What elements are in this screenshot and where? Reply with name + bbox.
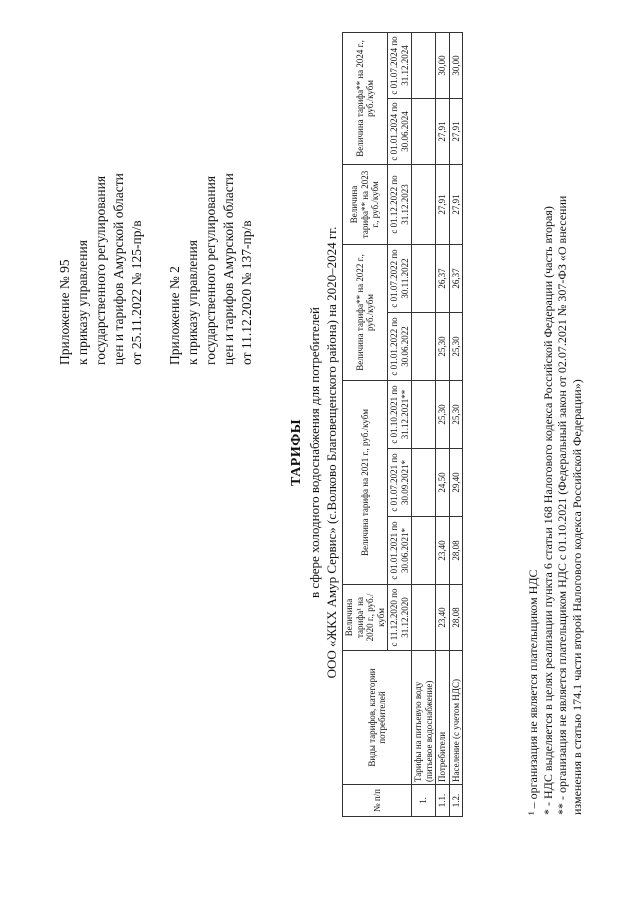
value-cell: 26,37 [436,244,450,312]
value-cell: 25,30 [436,312,450,380]
period-header: с 01.07.2022 по 30.11.2022 [388,244,412,312]
row-name: Потребители [436,651,450,785]
value-cell: 24,50 [436,449,450,517]
value-cell: 29,40 [449,449,463,517]
document-subtitle: в сфере холодного водоснабжения для потребителей [307,307,322,598]
row-name: Тарифы на питьевую воду (питьевое водоснабжение) [412,651,436,785]
table-row [449,32,463,816]
attachment-line: цен и тарифов Амурской области [221,173,236,365]
period-header: с 01.07.2024 по 31.12.2024 [388,32,412,98]
attachment-line: Приложение № 95 [57,259,72,365]
header-2023: Величина тарифа** на 2023 г., руб./кубм [343,164,388,244]
value-cell [412,517,436,585]
header-row-1 [343,32,388,816]
attachment-block-2 [166,45,256,365]
footnote: ** - организация не является плательщиком НДС с 01.10.2021 (Федеральный закон от 02.07.2021 № 307-ФЗ «О внесении [555,195,569,815]
value-cell [412,585,436,651]
period-header: с 01.01.2021 по 30.06.2021* [388,517,412,585]
value-cell: 27,91 [449,98,463,164]
value-cell: 26,37 [449,244,463,312]
value-cell: 30,00 [449,32,463,98]
title-block [288,0,340,905]
period-header: с 01.01.2024 по 30.06.2024 [388,98,412,164]
value-cell [412,164,436,244]
value-cell [412,380,436,448]
period-header: с 01.10.2021 по 31.12.2021** [388,380,412,448]
value-cell [412,449,436,517]
header-2022: Величина тарифа** на 2022 г., руб./кубм [343,244,388,380]
attachment-line: государственного регулирования [203,175,218,365]
value-cell [412,98,436,164]
period-header: с 01.12.2022 по 31.12.2023 [388,164,412,244]
tariffs-table [342,32,463,817]
header-2021: Величина тарифа на 2021 г., руб./кубм [343,380,388,584]
value-cell: 25,30 [436,380,450,448]
attachment-line: к приказу управления [185,240,200,365]
value-cell [412,244,436,312]
footnote: ¹ – организация не является плательщиком НДС [526,569,540,815]
value-cell: 25,30 [449,312,463,380]
value-cell: 27,91 [436,164,450,244]
period-header: с 11.12.2020 по 31.12.2020 [388,585,412,651]
header-2024: Величина тарифа** на 2024 г., руб./кубм [343,32,388,164]
attachment-line: от 11.12.2020 № 137-пр/в [239,220,254,365]
row-num: 1. [412,785,436,817]
row-name: Население (с учетом НДС) [449,651,463,785]
attachment-line: государственного регулирования [93,175,108,365]
attachment-block-95 [56,45,146,365]
attachment-line: цен и тарифов Амурской области [111,173,126,365]
value-cell: 25,30 [449,380,463,448]
header-num: № п/п [343,785,412,817]
period-header: с 01.01.2022 по 30.06.2022 [388,312,412,380]
table-row [412,32,436,816]
attachment-line: к приказу управления [75,240,90,365]
value-cell: 30,00 [436,32,450,98]
organization-line: ООО «ЖКХ Амур Сервис» (с.Волково Благовещенского района) на 2020–2024 гг. [324,226,339,679]
period-header: с 01.07.2021 по 30.09.2021* [388,449,412,517]
row-num: 1.1. [436,785,450,817]
value-cell: 28,08 [449,517,463,585]
attachment-line: Приложение № 2 [167,266,182,365]
value-cell: 27,91 [449,164,463,244]
footnote: изменения в статью 174.1 части второй Налогового кодекса Российской Федерации») [569,379,584,815]
footnotes [526,15,584,815]
value-cell: 23,40 [436,517,450,585]
document-title: ТАРИФЫ [289,419,304,486]
row-num: 1.2. [449,785,463,817]
header-2020: Величина тарифа¹ на 2020 г., руб./кубм [343,585,388,651]
table-row [436,32,450,816]
value-cell: 23,40 [436,585,450,651]
value-cell [412,312,436,380]
value-cell: 28,08 [449,585,463,651]
attachment-line: от 25.11.2022 № 125-пр/в [129,220,144,365]
footnote: * - НДС выделяется в целях реализации пункта 6 статьи 168 Налогового кодекса Российской Федерации (часть вторая) [540,206,555,815]
header-kind: Виды тарифов, категории потребителей [343,651,412,785]
value-cell: 27,91 [436,98,450,164]
value-cell [412,32,436,98]
